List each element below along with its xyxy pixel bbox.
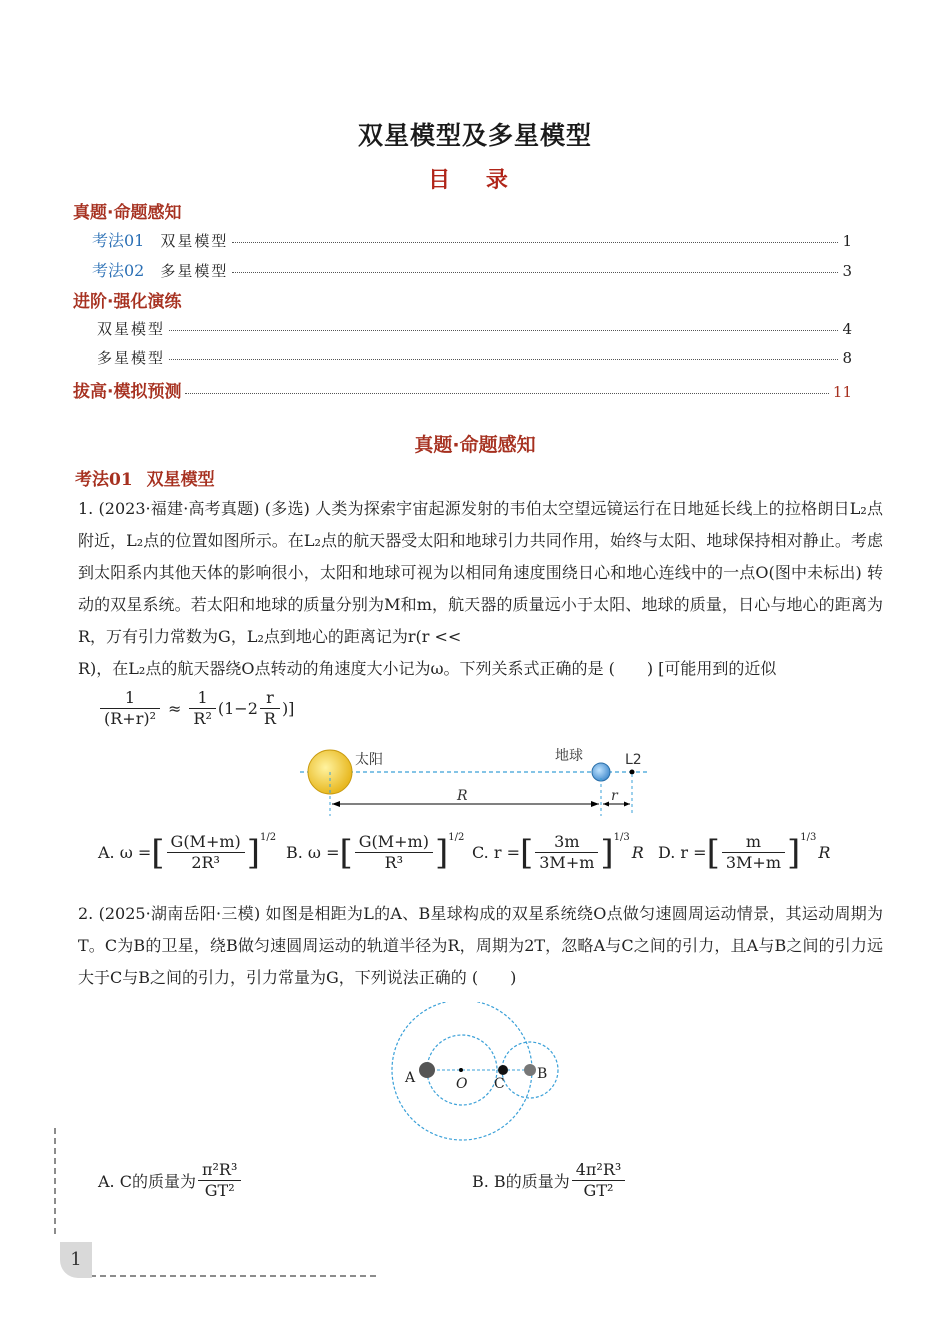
toc-section-1[interactable]: 真题·命题感知 [73,203,182,223]
approx-formula: $\frac{1}{\text{(R+r)²}}$ ≈ $\frac{1}{\text{R²}}$ (1−2 $\frac{r}{R}$ )] [98,688,294,729]
toc-section-3: 拔高·模拟预测 [73,382,182,402]
toc-name: 多星模型 [97,349,166,367]
svg-text:A: A [405,1070,416,1086]
toc-page: 11 [832,383,852,401]
toc-row-2[interactable] [92,258,852,281]
sun-label: 太阳 [355,752,383,768]
star-b-icon [524,1064,536,1076]
earth-label: 地球 [555,748,583,764]
toc-name: 双星模型 [160,232,229,250]
kaofa-name: 双星模型 [146,470,215,490]
toc-page: 8 [842,349,852,367]
satellite-c-icon [498,1065,508,1075]
l2-label: L2 [625,752,642,768]
q2-option-a[interactable]: A. C的质量为 $\frac{\text{π²R³}}{\text{GT²}}$ [98,1160,243,1201]
toc-tag: 考法02 [92,261,145,280]
toc-leader [169,330,838,331]
center-o-icon [459,1068,463,1072]
option-b[interactable]: B. ω = [ $\frac{G(M+m)}{\text{R³}}$ ] 1/2 [286,832,465,873]
page-title: 双星模型及多星模型 [357,121,592,150]
toc-page: 3 [842,262,852,280]
binary-star-diagram [385,1002,565,1142]
option-d[interactable]: D. r = [ $\frac{m}{3M+m}$ ] 1/3 R [658,832,831,873]
toc-page: 4 [842,320,852,338]
approx-frac-3: $\frac{r}{R}$ [260,688,280,729]
svg-text:B: B [537,1066,548,1082]
star-a-icon [419,1062,435,1078]
toc-row-1[interactable] [92,228,852,251]
page-number: 1 [60,1242,92,1278]
l2-point-icon [630,770,635,775]
q2-option-b[interactable]: B. B的质量为 $\frac{\text{4π²R³}}{\text{GT²}}$ [472,1160,627,1201]
svg-text:O: O [456,1076,468,1092]
option-a[interactable]: A. ω = [ $\frac{G(M+m)}{\text{2R³}}$ ] 1/2 [98,832,277,873]
toc-leader [232,272,838,273]
toc-name: 多星模型 [160,262,229,280]
approx-frac-1: $\frac{1}{\text{(R+r)²}}$ [100,688,160,729]
question-1-text: 1. (2023·福建·高考真题) (多选) 人类为探索宇宙起源发射的韦伯太空望远镜运行在日地延长线上的拉格朗日L₂点附近，L₂点的位置如图所示。在L₂点的航天器受太阳和地球引力共同作用，始终与太阳、地球保持相对静止。考虑到太阳系内其他天体的影响很小，太阳和地球可视为以相同角速度围绕日心和地心连线中的一点O(图中未标出) 转动的双星系统。若太阳和地球的质量分别为M和m，航天器的质量远小于太阳、地球的质量，日心与地心的距离为R，万有引力常数为G，L₂点到地心的距离记为r(r << [78,499,883,646]
page-corner-decoration [40,1128,390,1283]
toc-tag: 考法01 [92,231,145,250]
toc-name: 双星模型 [97,320,166,338]
toc-section-2[interactable]: 进阶·强化演练 [73,292,182,312]
approx-frac-2: $\frac{1}{\text{R²}}$ [189,688,215,729]
toc-page: 1 [842,232,852,250]
kaofa-number: 考法01 [75,470,133,490]
option-c[interactable]: C. r = [ $\frac{3m}{3M+m}$ ] 1/3 R [472,832,644,873]
kaofa-heading [75,465,215,490]
toc-leader [185,393,828,394]
toc-leader [232,242,838,243]
section-heading: 真题·命题感知 [414,434,536,456]
small-r-label: r [611,788,618,804]
toc-leader [169,359,838,360]
toc-row-4[interactable] [97,347,852,368]
question-1-text-cont: R)，在L₂点的航天器绕O点转动的角速度大小记为ω。下列关系式正确的是 ( ) [可能用到的近似 [78,659,777,678]
lagrange-diagram [295,738,655,828]
toc-heading: 目 录 [428,168,522,193]
svg-text:C: C [494,1076,505,1092]
toc-row-3[interactable] [97,318,852,339]
question-2-text: 2. (2025·湖南岳阳·三模) 如图是相距为L的A、B星球构成的双星系统绕O点做匀速圆周运动情景，其运动周期为T。C为B的卫星，绕B做匀速圆周运动的轨道半径为R，周期为2T，忽略A与C之间的引力，且A与B之间的引力远大于C与B之间的引力，引力常量为G，下列说法正确的 ( ) [78,904,883,987]
big-r-label: R [457,788,468,804]
toc-row-last[interactable] [73,377,852,402]
